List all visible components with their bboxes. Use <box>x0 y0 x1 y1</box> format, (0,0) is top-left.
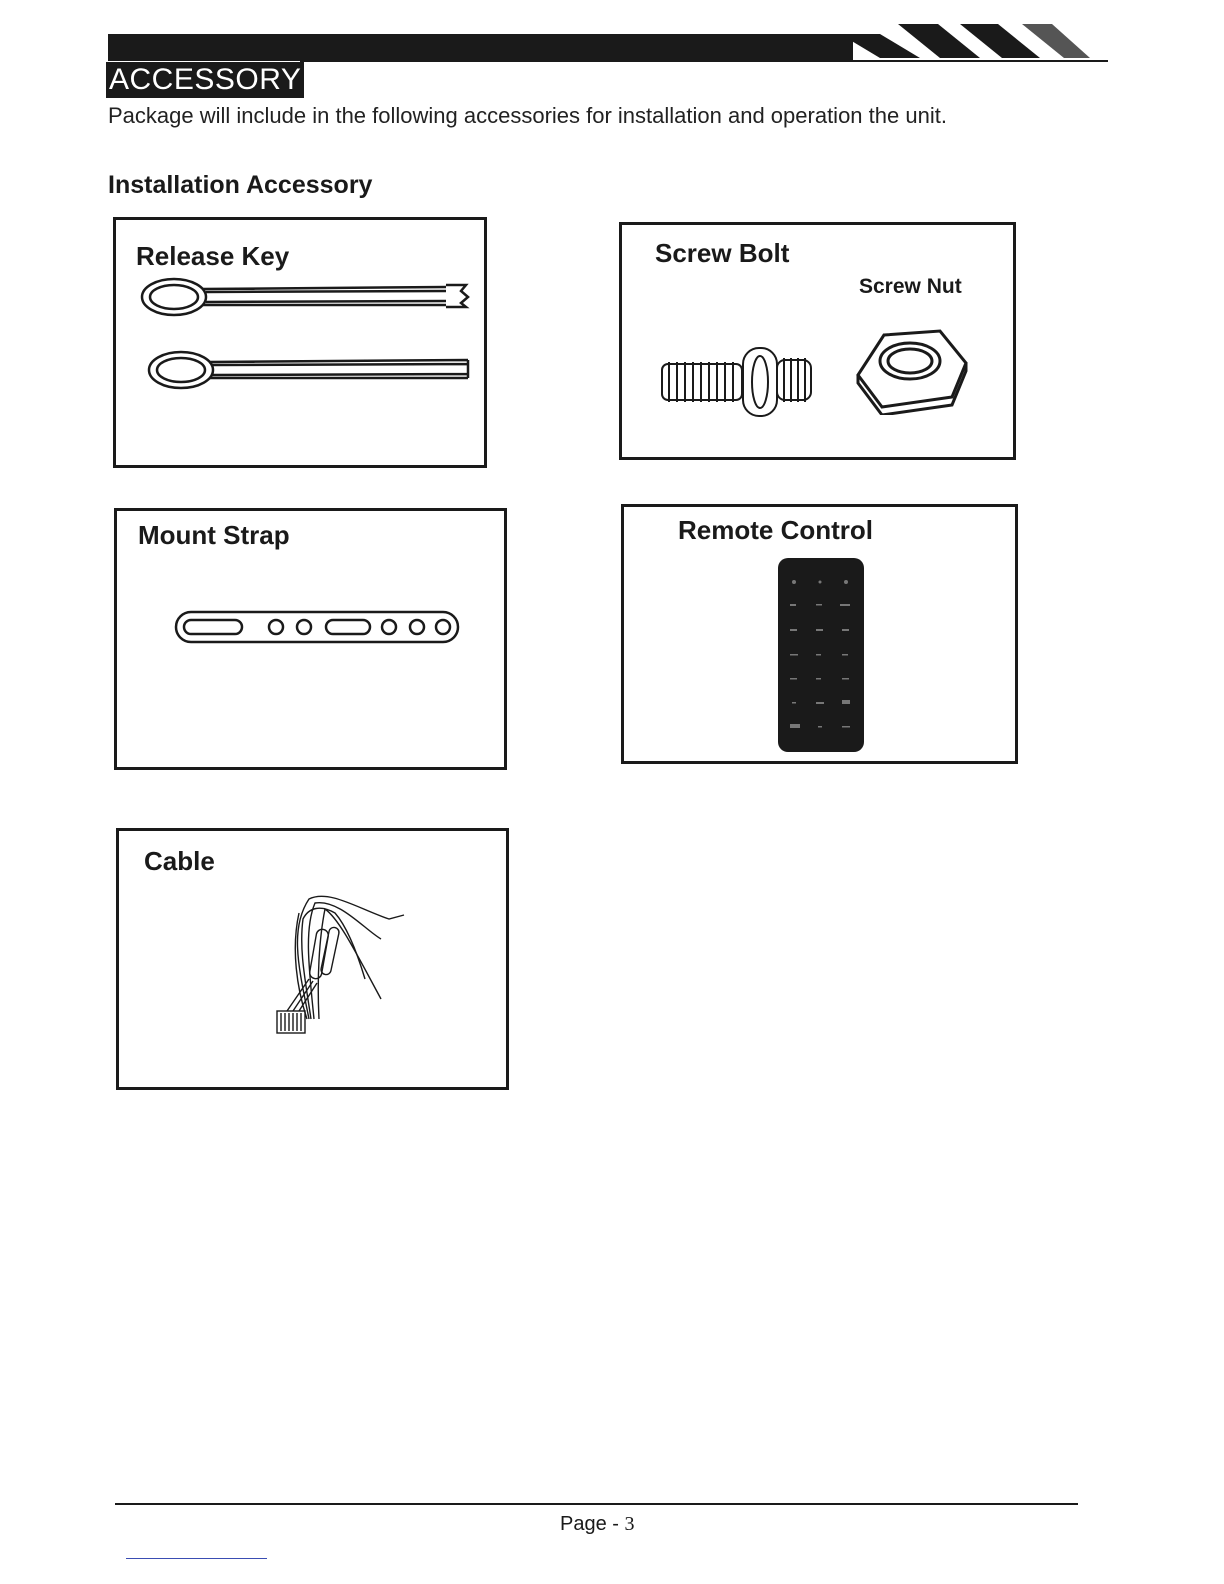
screw-nut-label: Screw Nut <box>859 275 962 298</box>
remote-control-illustration <box>776 556 866 754</box>
release-key-illustration <box>136 275 476 395</box>
page-number-value: 3 <box>624 1513 635 1535</box>
release-key-box <box>113 217 487 468</box>
release-key-title: Release Key <box>136 241 290 271</box>
remote-control-title: Remote Control <box>678 515 873 545</box>
page-number <box>560 1513 634 1536</box>
mount-strap-title: Mount Strap <box>138 520 290 550</box>
screw-bolt-title: Screw Bolt <box>655 238 790 268</box>
screw-bolt-illustration <box>657 340 822 420</box>
remote-control-box <box>621 504 1018 764</box>
cable-title: Cable <box>144 846 215 876</box>
cable-box <box>116 828 509 1090</box>
screw-bolt-box <box>619 222 1016 460</box>
mount-strap-illustration <box>172 606 462 651</box>
installation-accessory-heading: Installation Accessory <box>108 171 373 199</box>
mount-strap-box <box>114 508 507 770</box>
cable-illustration <box>269 889 419 1049</box>
page-label: Page - <box>560 1513 625 1535</box>
intro-text: Package will include in the following accessories for installation and operation the unit. <box>108 103 947 128</box>
section-title: ACCESSORY <box>106 62 304 98</box>
header-stripes-decoration <box>840 22 1110 62</box>
header-bar <box>108 34 853 61</box>
screw-nut-illustration <box>852 325 972 415</box>
stray-scan-line <box>126 1558 267 1559</box>
footer-rule <box>115 1503 1078 1505</box>
